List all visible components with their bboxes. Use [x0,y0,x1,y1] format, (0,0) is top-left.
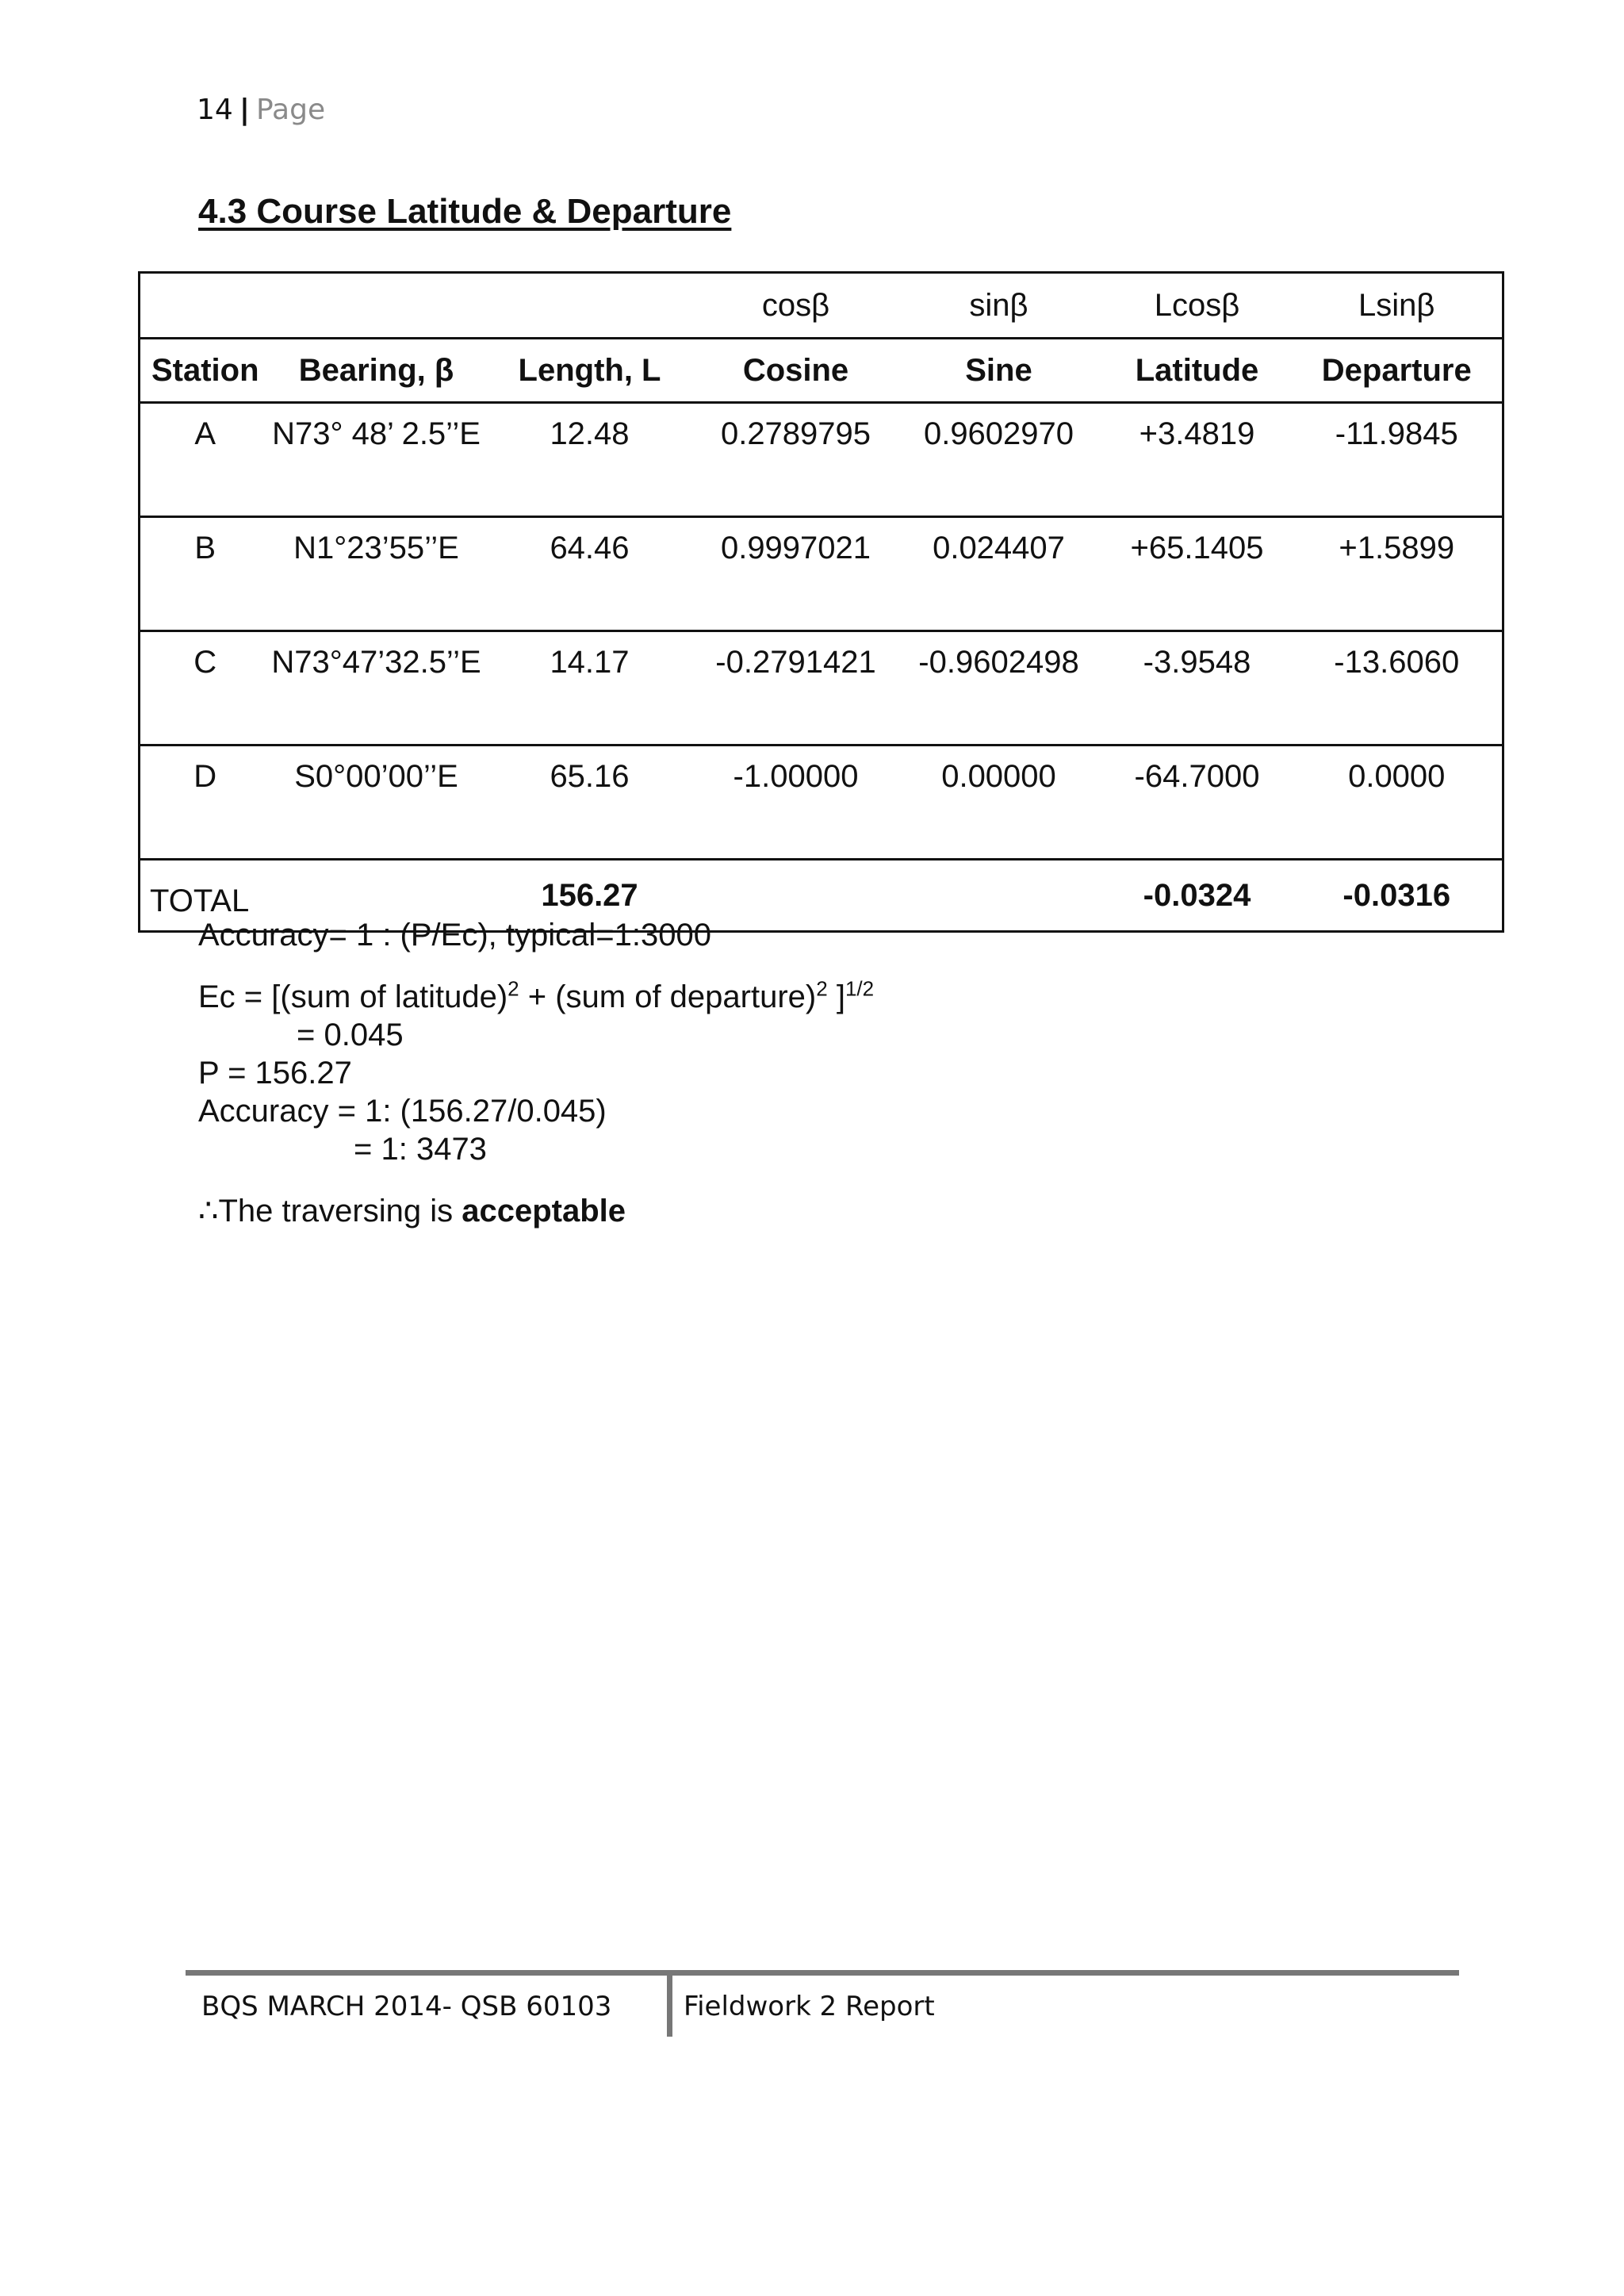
formula-cell: cosβ [761,287,830,323]
column-header-latitude: Latitude [1103,339,1292,403]
total-label: TOTAL [150,883,250,918]
length-cell: 14.17 [483,631,697,746]
header-row [140,339,1503,403]
departure-cell: +1.5899 [1292,517,1503,631]
bearing-cell: N73° 48’ 2.5’’E [270,403,483,517]
latitude-cell: -64.7000 [1103,746,1292,860]
ec-exponent: 2 [508,976,519,1001]
departure-cell: -13.6060 [1292,631,1503,746]
spacer [198,954,874,978]
ec-middle: + (sum of departure) [519,979,817,1014]
formula-cell: sinβ [969,287,1028,323]
formula-cell: Lcosβ [1154,287,1240,323]
table-row [140,631,1503,746]
bearing-cell: N1°23’55’’E [270,517,483,631]
bearing-cell: N73°47’32.5’’E [270,631,483,746]
accuracy-value: = 1: 3473 [354,1132,487,1167]
ec-exponent: 2 [816,976,828,1001]
length-cell: 12.48 [483,403,697,517]
column-header-length: Length, L [483,339,697,403]
footer-divider [667,1975,672,2037]
column-header-cosine: Cosine [697,339,895,403]
total-length: 156.27 [541,877,638,913]
length-cell: 64.46 [483,517,697,631]
station-cell: C [140,631,270,746]
conclusion [198,1192,874,1230]
formula-cell [270,273,483,339]
column-header-departure: Departure [1292,339,1503,403]
cosine-cell: 0.9997021 [697,517,895,631]
table-row [140,517,1503,631]
table-row [140,746,1503,860]
ec-root-exponent: 1/2 [845,976,875,1001]
table-row [140,403,1503,517]
station-cell: B [140,517,270,631]
footer-report-title: Fieldwork 2 Report [684,1991,935,2022]
ec-formula [198,978,874,1016]
footer-course-code: BQS MARCH 2014- QSB 60103 [201,1991,612,2022]
accuracy-formula: Accuracy= 1 : (P/Ec), typical=1:3000 [198,918,711,953]
latitude-cell: -3.9548 [1103,631,1292,746]
formula-cell: Lsinβ [1358,287,1435,323]
departure-cell: 0.0000 [1292,746,1503,860]
page-word: Page [255,94,326,126]
accuracy-calculation [198,916,874,1230]
page-separator: | [239,94,250,126]
station-cell: D [140,746,270,860]
sine-cell: 0.024407 [895,517,1103,631]
sine-cell: 0.00000 [895,746,1103,860]
cosine-cell: -0.2791421 [697,631,895,746]
formula-row [140,273,1503,339]
column-header-sine: Sine [895,339,1103,403]
page-number: 14 [197,94,233,126]
section-title: 4.3 Course Latitude & Departure [198,192,732,231]
column-header-bearing: Bearing, β [270,339,483,403]
perimeter-line: P = 156.27 [198,1056,352,1091]
bearing-cell: S0°00’00’’E [270,746,483,860]
ec-prefix: Ec = [(sum of latitude) [198,979,508,1014]
station-cell: A [140,403,270,517]
formula-cell [483,273,697,339]
total-empty-cell [895,860,1103,932]
sine-cell: 0.9602970 [895,403,1103,517]
length-cell: 65.16 [483,746,697,860]
cosine-cell: -1.00000 [697,746,895,860]
ec-suffix: ] [827,979,845,1014]
sine-cell: -0.9602498 [895,631,1103,746]
latitude-departure-table [138,271,1504,933]
column-header-station: Station [140,339,270,403]
page-header [197,94,325,126]
spacer [198,1168,874,1192]
footer-rule [186,1970,1459,1976]
ec-value: = 0.045 [297,1018,404,1052]
latitude-cell: +3.4819 [1103,403,1292,517]
cosine-cell: 0.2789795 [697,403,895,517]
conclusion-text: ∴The traversing is [198,1194,462,1228]
formula-cell [140,273,270,339]
accuracy-calculation-line: Accuracy = 1: (156.27/0.045) [198,1094,607,1129]
total-departure: -0.0316 [1342,877,1451,913]
departure-cell: -11.9845 [1292,403,1503,517]
total-latitude: -0.0324 [1143,877,1251,913]
conclusion-verdict: acceptable [462,1194,626,1228]
latitude-cell: +65.1405 [1103,517,1292,631]
